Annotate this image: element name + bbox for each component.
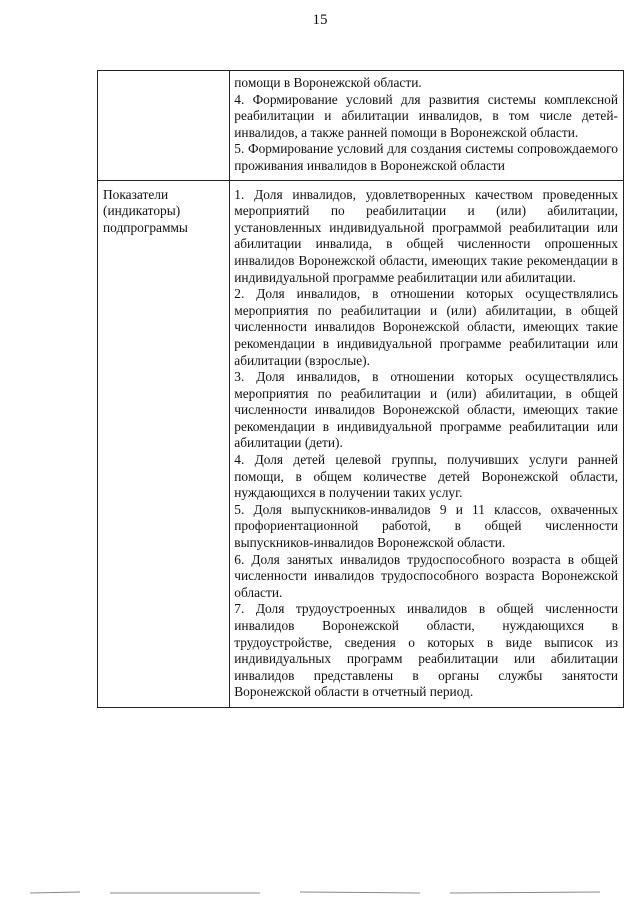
goal-item: 5. Формирование условий для создания системы сопровождаемого проживания инвалидов в Воронежской области [234,141,618,173]
row-label-cell [98,180,230,707]
indicator-item: 4. Доля детей целевой группы, получивших услуги ранней помощи, в общем количестве детей Воронежской области, нуждающихся в получении таких услуг. [234,452,618,501]
goal-item: 4. Формирование условий для развития системы комплексной реабилитации и абилитации инвалидов, в том числе детей-инвалидов, а также ранней помощи в Воронежской области. [234,91,618,140]
indicator-item: 2. Доля инвалидов, в отношении которых осуществлялись мероприятия по реабилитации и (или) абилитации, в общей численности инвалидов Воронежской области, имеющих такие рекомендации в индивидуальной программе реабилитации или абилитации (взрослые). [234,286,618,368]
row-label: Показатели (индикаторы) подпрограммы [103,186,188,235]
row-label-cell [98,71,230,181]
indicator-item: 3. Доля инвалидов, в отношении которых осуществлялись мероприятия по реабилитации и (или) абилитации, в общей численности инвалидов Воронежской области, имеющих такие рекомендации в индивидуальной программе реабилитации или абилитации (дети). [234,369,618,451]
row-content-cell [230,180,624,707]
row-content-cell [230,71,624,181]
table-row [98,71,624,181]
indicator-item: 5. Доля выпускников-инвалидов 9 и 11 классов, охваченных профориентационной работой, в общей численности выпускников-инвалидов Воронежской области. [234,501,618,551]
page-number: 15 [312,12,328,28]
table-row [98,180,624,707]
indicator-item: 1. Доля инвалидов, удовлетворенных качеством проведенных мероприятий по реабилитации и (или) абилитации, установленных индивидуальной программой реабилитации или абилитации инвалида, в общей численности опрошенных инвалидов Воронежской области, имеющих такие рекомендации в индивидуальной программе реабилитации или абилитации. [234,186,618,285]
goal-item: помощи в Воронежской области. [234,75,422,90]
scan-edge-marks [0,890,640,896]
indicator-item: 6. Доля занятых инвалидов трудоспособного возраста в общей численности инвалидов трудоспособного возраста Воронежской области. [234,551,618,600]
subprogram-passport-table [97,70,624,708]
indicator-item: 7. Доля трудоустроенных инвалидов в общей численности инвалидов Воронежской области, нуждающихся в трудоустройстве, сведения о которых в виде выписок из индивидуальных программ реабилитации или абилитации инвалидов представлены в органы службы занятости Воронежской области в отчетный период. [234,601,618,700]
